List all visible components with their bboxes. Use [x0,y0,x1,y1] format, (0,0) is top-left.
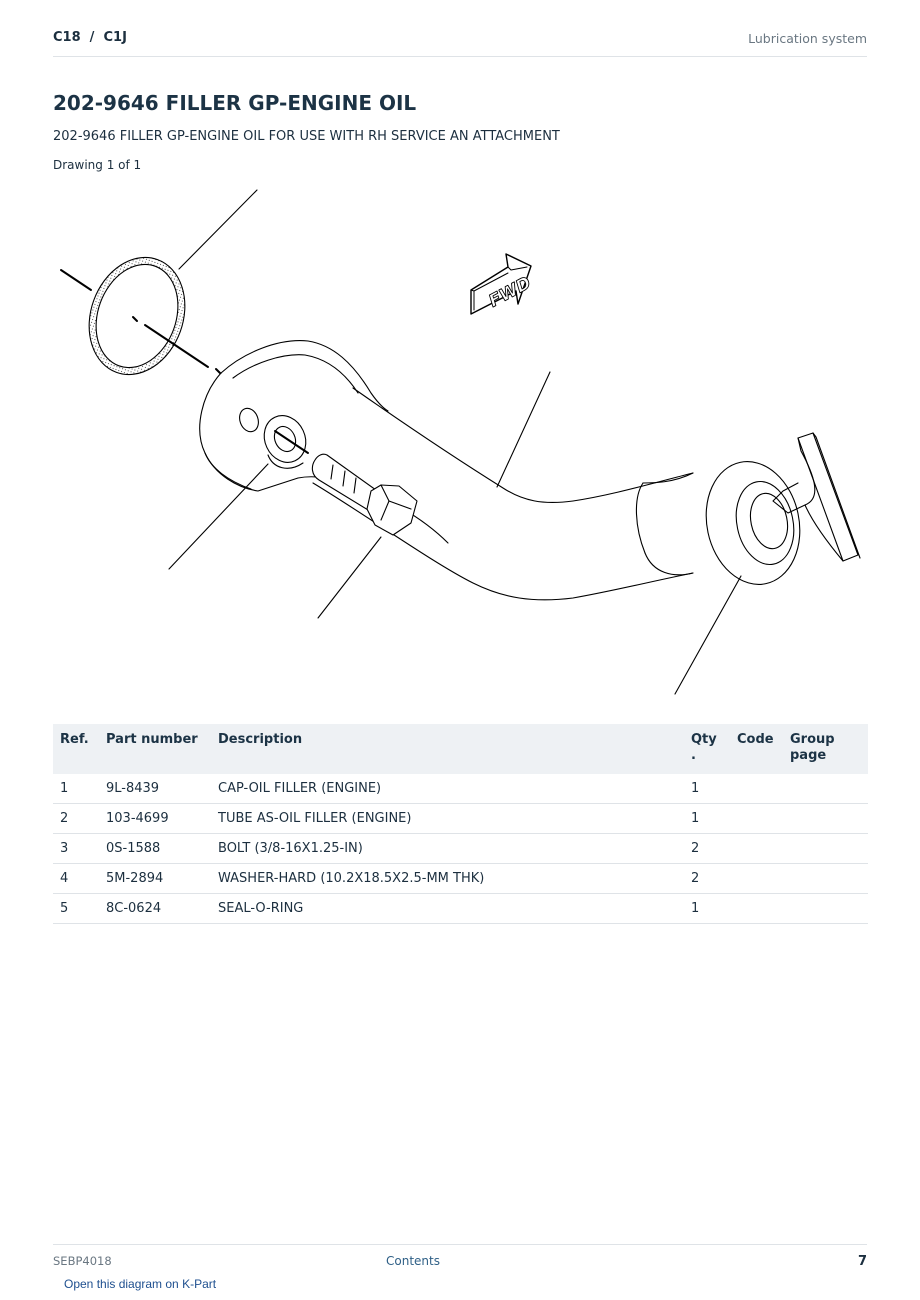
table-row [53,864,868,894]
cell-qty: 1 [684,774,730,804]
qty-dot: . [691,748,696,763]
table-row [53,894,868,924]
cell-description: BOLT (3/8-16X1.25-IN) [211,834,684,864]
page-title: 202-9646 FILLER GP-ENGINE OIL [53,91,417,115]
group-page-label: page [790,748,827,763]
parts-diagram [53,183,868,703]
bolt [312,454,417,535]
cell-group-page [783,774,868,804]
col-header-ref: Ref. [53,724,99,774]
section-label: Lubrication system [748,31,867,46]
cell-part-number: 0S-1588 [99,834,211,864]
cell-part-number: 5M-2894 [99,864,211,894]
cell-ref: 4 [53,864,99,894]
qty-label: Qty [691,732,717,747]
table-row [53,834,868,864]
cell-qty: 2 [684,864,730,894]
cell-description: TUBE AS-OIL FILLER (ENGINE) [211,804,684,834]
alignment-axis [61,270,91,290]
o-ring-seal [73,244,200,388]
cell-code [730,894,783,924]
cell-qty: 2 [684,834,730,864]
page-subtitle: 202-9646 FILLER GP-ENGINE OIL FOR USE WITH RH SERVICE AN ATTACHMENT [53,129,560,144]
cell-code [730,834,783,864]
oil-filler-tube [200,341,860,600]
cell-group-page [783,804,868,834]
page-header [53,0,867,57]
svg-text:FWD: FWD [485,273,535,312]
table-header-row [53,724,868,774]
col-header-group-page [783,724,868,774]
parts-table [53,724,868,924]
table-row [53,804,868,834]
parts-table-container [53,724,868,924]
table-row [53,774,868,804]
cell-qty: 1 [684,894,730,924]
fwd-arrow [471,254,534,314]
cell-ref: 5 [53,894,99,924]
cell-part-number: 9L-8439 [99,774,211,804]
cell-code [730,864,783,894]
group-label: Group [790,732,835,747]
cell-code [730,804,783,834]
drawing-count: Drawing 1 of 1 [53,158,142,172]
cell-description: SEAL-O-RING [211,894,684,924]
cell-group-page [783,894,868,924]
cell-group-page [783,864,868,894]
cell-group-page [783,834,868,864]
open-k-part-link[interactable]: Open this diagram on K-Part [64,1277,217,1291]
page-number: 7 [857,1254,867,1269]
cell-description: CAP-OIL FILLER (ENGINE) [211,774,684,804]
col-header-qty [684,724,730,774]
cell-ref: 3 [53,834,99,864]
col-header-part-number: Part number [99,724,211,774]
cell-part-number: 103-4699 [99,804,211,834]
contents-link[interactable]: Contents [386,1254,440,1268]
cell-qty: 1 [684,804,730,834]
page-footer [53,1244,867,1275]
model-label: C18 / C1J [53,30,127,45]
col-header-code: Code [730,724,783,774]
document-id: SEBP4018 [53,1254,112,1268]
cell-ref: 1 [53,774,99,804]
cell-description: WASHER-HARD (10.2X18.5X2.5-MM THK) [211,864,684,894]
cell-code [730,774,783,804]
cell-ref: 2 [53,804,99,834]
cell-part-number: 8C-0624 [99,894,211,924]
col-header-description: Description [211,724,684,774]
